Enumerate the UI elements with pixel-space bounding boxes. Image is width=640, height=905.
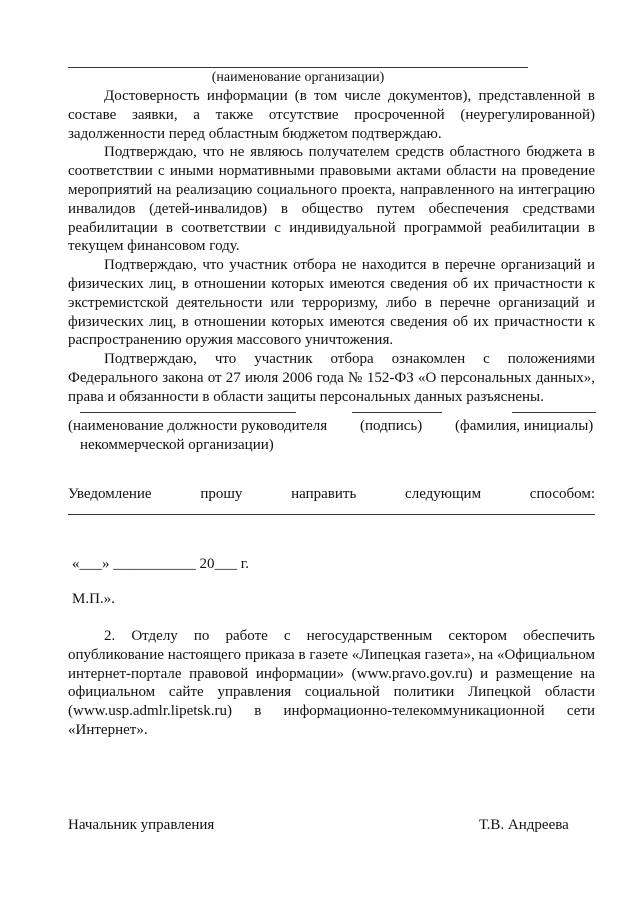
- organization-caption: (наименование организации): [211, 70, 385, 85]
- signature-caption: (подпись): [360, 418, 423, 434]
- organization-name-line: [68, 67, 528, 68]
- paragraph-not-listed: Подтверждаю, что участник отбора не находится в перечне организаций и физических лиц, в отношении которых имеются сведения об их причастности к экстремистской деятельности или терроризму, либо в перечне организаций и физических лиц, в отношении которых имеются сведения об их причастности к распространению оружия массового уничтожения.: [68, 257, 595, 349]
- notification-word: способом:: [529, 486, 596, 502]
- stamp-mark: М.П.».: [72, 591, 115, 607]
- paragraph-item-2: 2. Отделу по работе с негосударственным сектором обеспечить опубликование настоящего приказа в газете «Липецкая газета», на «Официальном интернет-портале правовой информации» (www.pravo.gov.ru) и размещение на официальном сайте управления социальной политики Липецкой области (www.usp.admlr.lipetsk.ru) в информационно-телекоммуникационной сети «Интернет».: [68, 628, 595, 738]
- position-caption-continued: некоммерческой организации): [80, 437, 274, 453]
- name-caption: (фамилия, инициалы): [455, 418, 594, 434]
- notification-word: направить: [291, 486, 357, 502]
- notification-word: Уведомление: [68, 486, 152, 502]
- date-line: «___» ___________ 20___ г.: [72, 556, 249, 572]
- signature-blank-line: [352, 412, 442, 413]
- notification-method-line: [68, 514, 595, 515]
- notification-line: [68, 486, 595, 503]
- body-paragraphs: [68, 87, 595, 407]
- paragraph-reliability: Достоверность информации (в том числе документов), представленной в составе заявки, а также отсутствие просроченной (неурегулированной) задолженности перед областным бюджетом подтверждаю.: [68, 88, 595, 142]
- head-name: Т.В. Андреева: [479, 817, 569, 833]
- notification-word: следующим: [405, 486, 482, 502]
- item-2-block: [68, 627, 595, 740]
- position-caption: (наименование должности руководителя: [68, 418, 328, 434]
- name-blank-line: [512, 412, 596, 413]
- position-blank-line: [80, 412, 296, 413]
- paragraph-not-recipient: Подтверждаю, что не являюсь получателем средств областного бюджета в соответствии с иными нормативными правовыми актами области на проведение мероприятий на реализацию социального проекта, направленного на интеграцию инвалидов (детей-инвалидов) в общество путем обеспечения средствами реабилитации в соответствии с индивидуальной программой реабилитации в текущем финансовом году.: [68, 144, 595, 255]
- paragraph-personal-data: Подтверждаю, что участник отбора ознакомлен с положениями Федерального закона от 27 июля 2006 года № 152-ФЗ «О персональных данных», права и обязанности в области защиты персональных данных разъяснены.: [68, 351, 595, 405]
- head-position: Начальник управления: [68, 817, 215, 833]
- notification-word: прошу: [200, 486, 243, 502]
